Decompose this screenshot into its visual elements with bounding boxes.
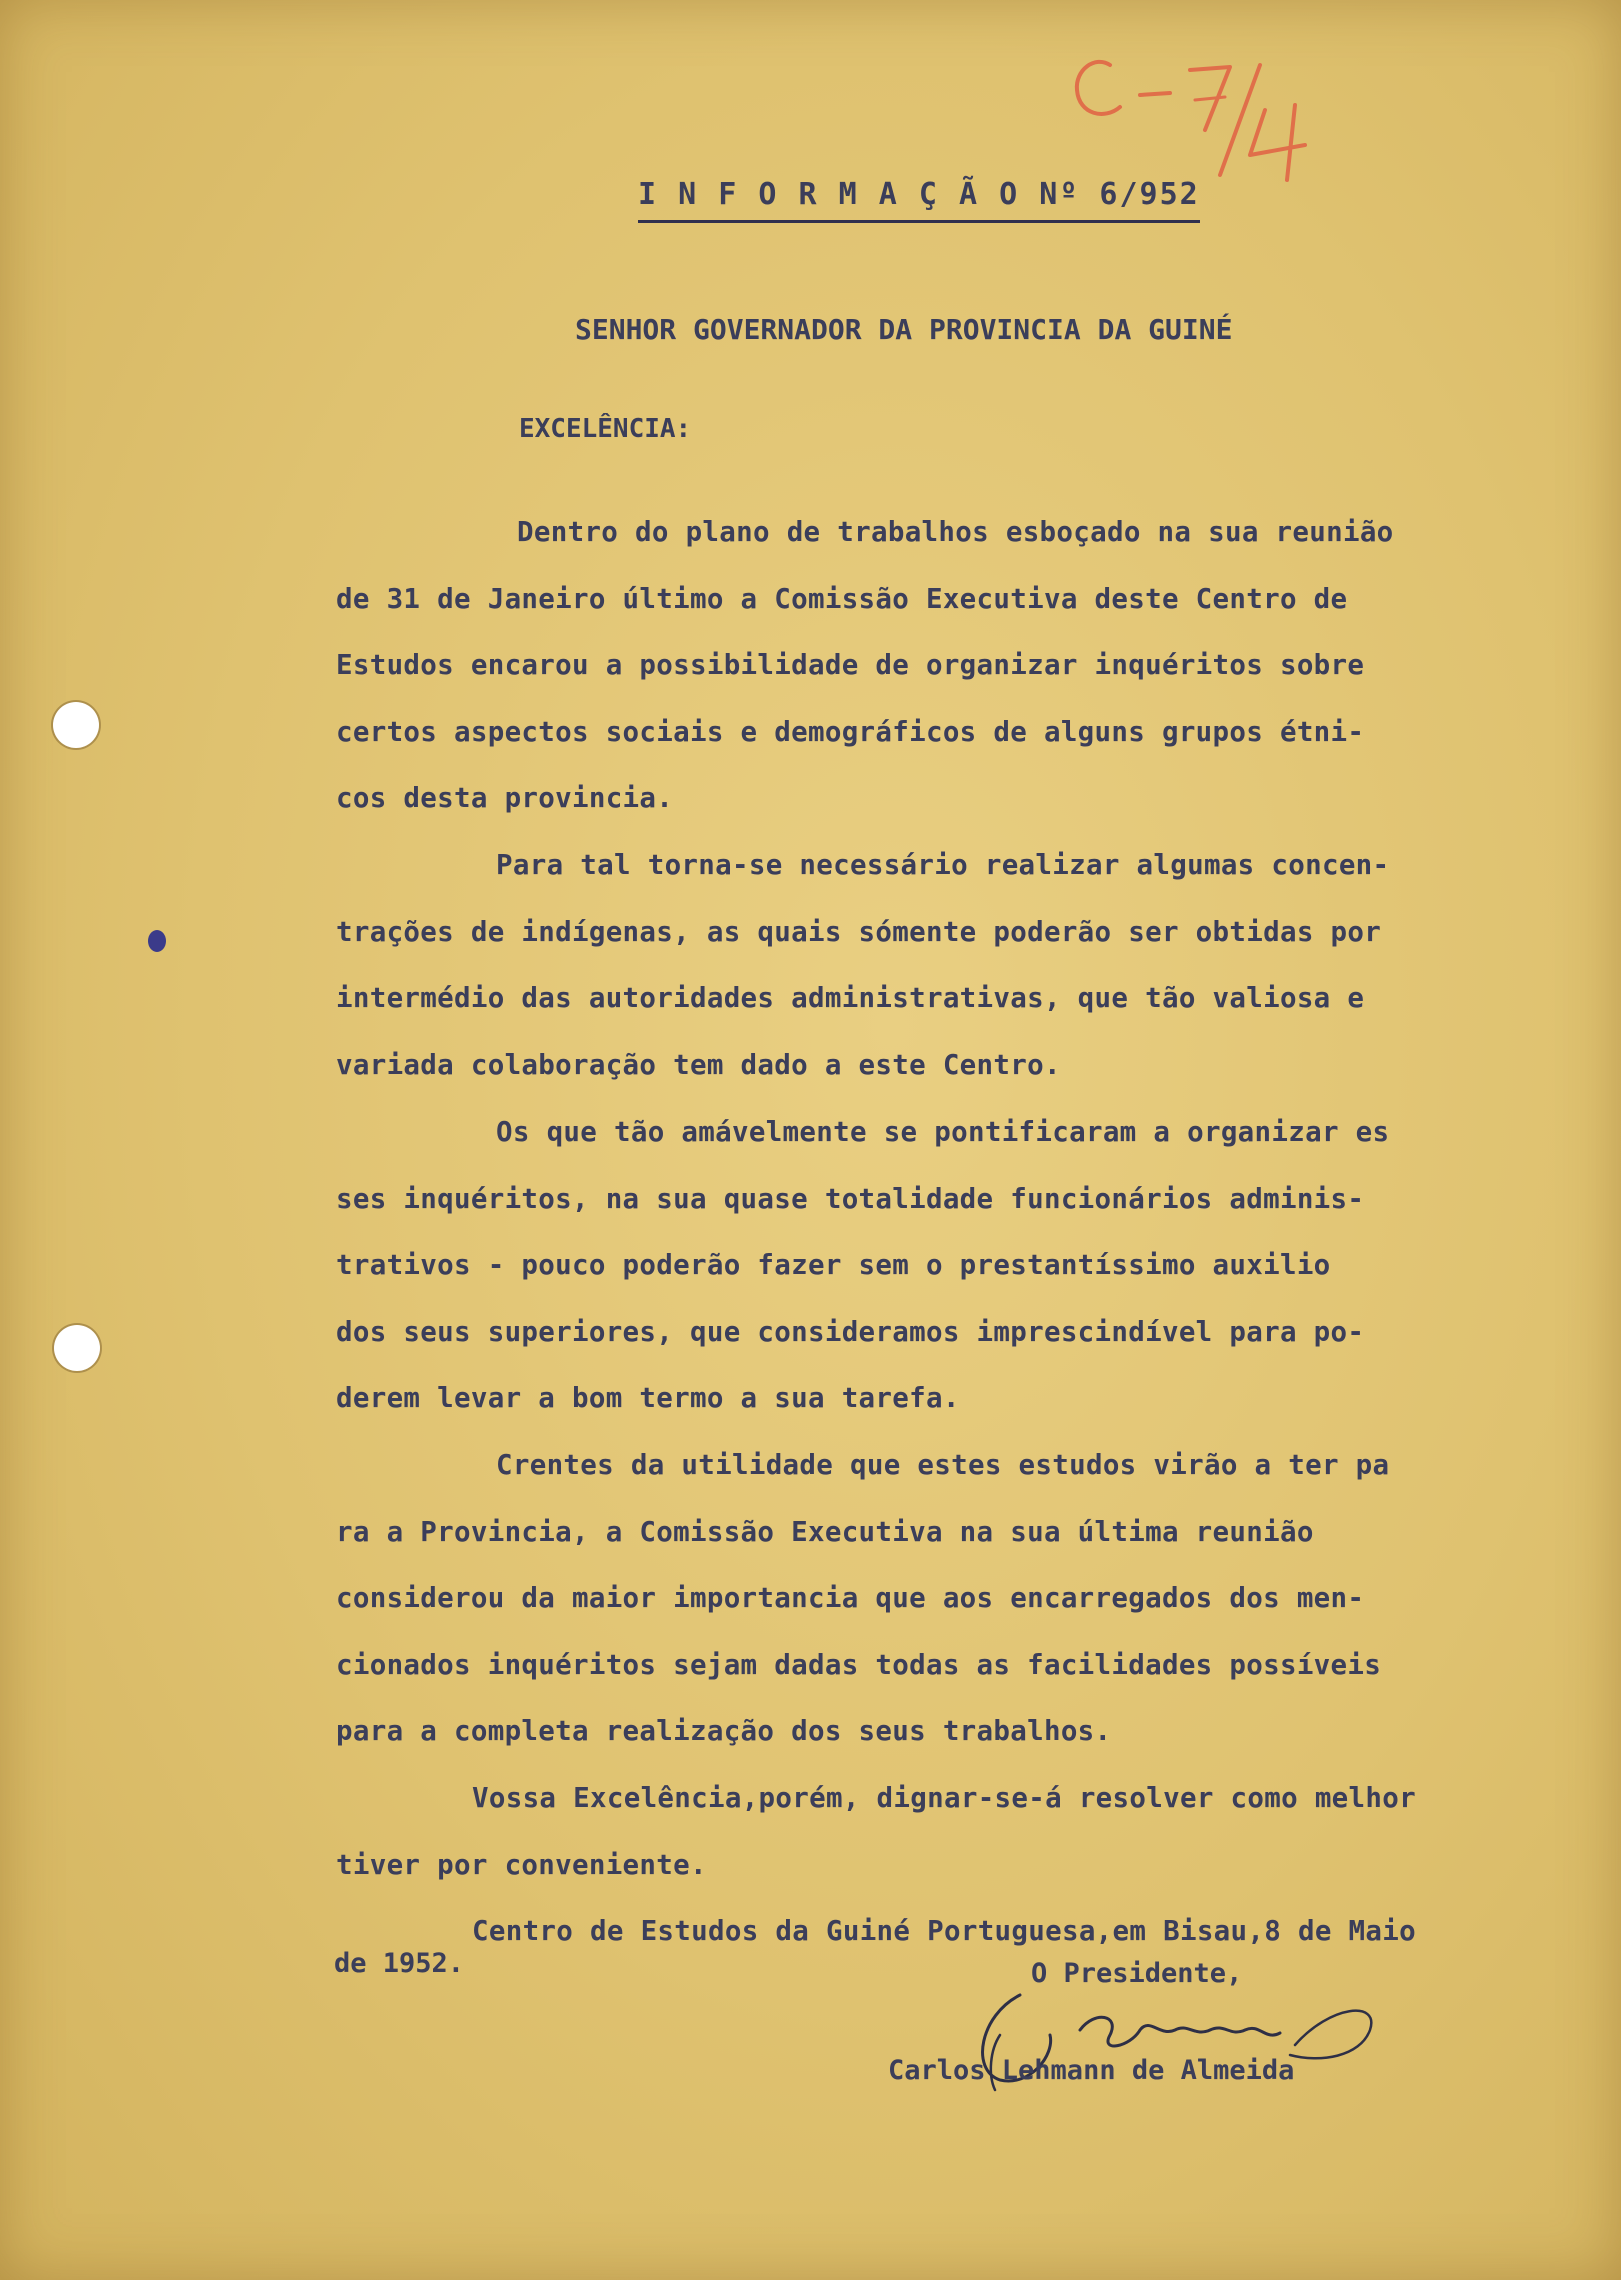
paragraph-5 [336, 1765, 1566, 1898]
punch-hole [54, 1325, 100, 1371]
text-line: trações de indígenas, as quais sómente poderão ser obtidas por [336, 915, 1382, 948]
document-title: I N F O R M A Ç Ã O Nº 6/952 [638, 177, 1200, 223]
text-line: Vossa Excelência,porém, dignar-se-á resolver como melhor [472, 1782, 1416, 1814]
signer-role: O Presidente, [1031, 1958, 1243, 1989]
text-line: Os que tão amávelmente se pontificaram a organizar es [496, 1116, 1390, 1148]
paragraph-4 [336, 1432, 1566, 1765]
text-line: variada colaboração tem dado a este Centro. [336, 1048, 1061, 1081]
addressee-line: SENHOR GOVERNADOR DA PROVINCIA DA GUINÉ [575, 313, 1233, 346]
paragraph-1 [336, 499, 1566, 832]
salutation: EXCELÊNCIA: [519, 414, 692, 444]
closing-place-date [336, 1898, 1566, 1965]
text-line: para a completa realização dos seus trabalhos. [336, 1715, 1112, 1747]
text-line: certos aspectos sociais e demográficos de alguns grupos étni- [336, 715, 1365, 748]
punch-hole [53, 702, 99, 748]
text-line: dos seus superiores, que consideramos imprescindível para po- [336, 1315, 1365, 1348]
text-line: tiver por conveniente. [336, 1848, 707, 1881]
text-line: ses inquéritos, na sua quase totalidade funcionários adminis- [336, 1182, 1365, 1215]
paragraph-2 [336, 832, 1566, 1098]
signer-name: Carlos Lehmann de Almeida [888, 2055, 1295, 2086]
ink-blot [148, 930, 166, 952]
text-line: considerou da maior importancia que aos encarregados dos men- [336, 1582, 1365, 1614]
text-line: Estudos encarou a possibilidade de organizar inquéritos sobre [336, 649, 1365, 681]
text-line: cionados inquéritos sejam dadas todas as facilidades possíveis [336, 1648, 1382, 1681]
text-line: Crentes da utilidade que estes estudos virão a ter pa [496, 1449, 1390, 1481]
text-line: derem levar a bom termo a sua tarefa. [336, 1382, 960, 1414]
text-line: Centro de Estudos da Guiné Portuguesa,em Bisau,8 de Maio [472, 1915, 1416, 1947]
text-line: Dentro do plano de trabalhos esboçado na sua reunião [517, 516, 1394, 548]
paragraph-3 [336, 1099, 1566, 1432]
text-line: cos desta provincia. [336, 782, 674, 814]
text-line: ra a Provincia, a Comissão Executiva na sua última reunião [336, 1515, 1314, 1548]
text-line: de 31 de Janeiro último a Comissão Executiva deste Centro de [336, 582, 1348, 615]
text-line: Para tal torna-se necessário realizar algumas concen- [496, 849, 1390, 881]
text-line: intermédio das autoridades administrativas, que tão valiosa e [336, 982, 1365, 1014]
text-line: trativos - pouco poderão fazer sem o prestantíssimo auxilio [336, 1249, 1331, 1281]
archive-mark-handwritten [1065, 45, 1335, 185]
date-year: de 1952. [334, 1948, 465, 1979]
